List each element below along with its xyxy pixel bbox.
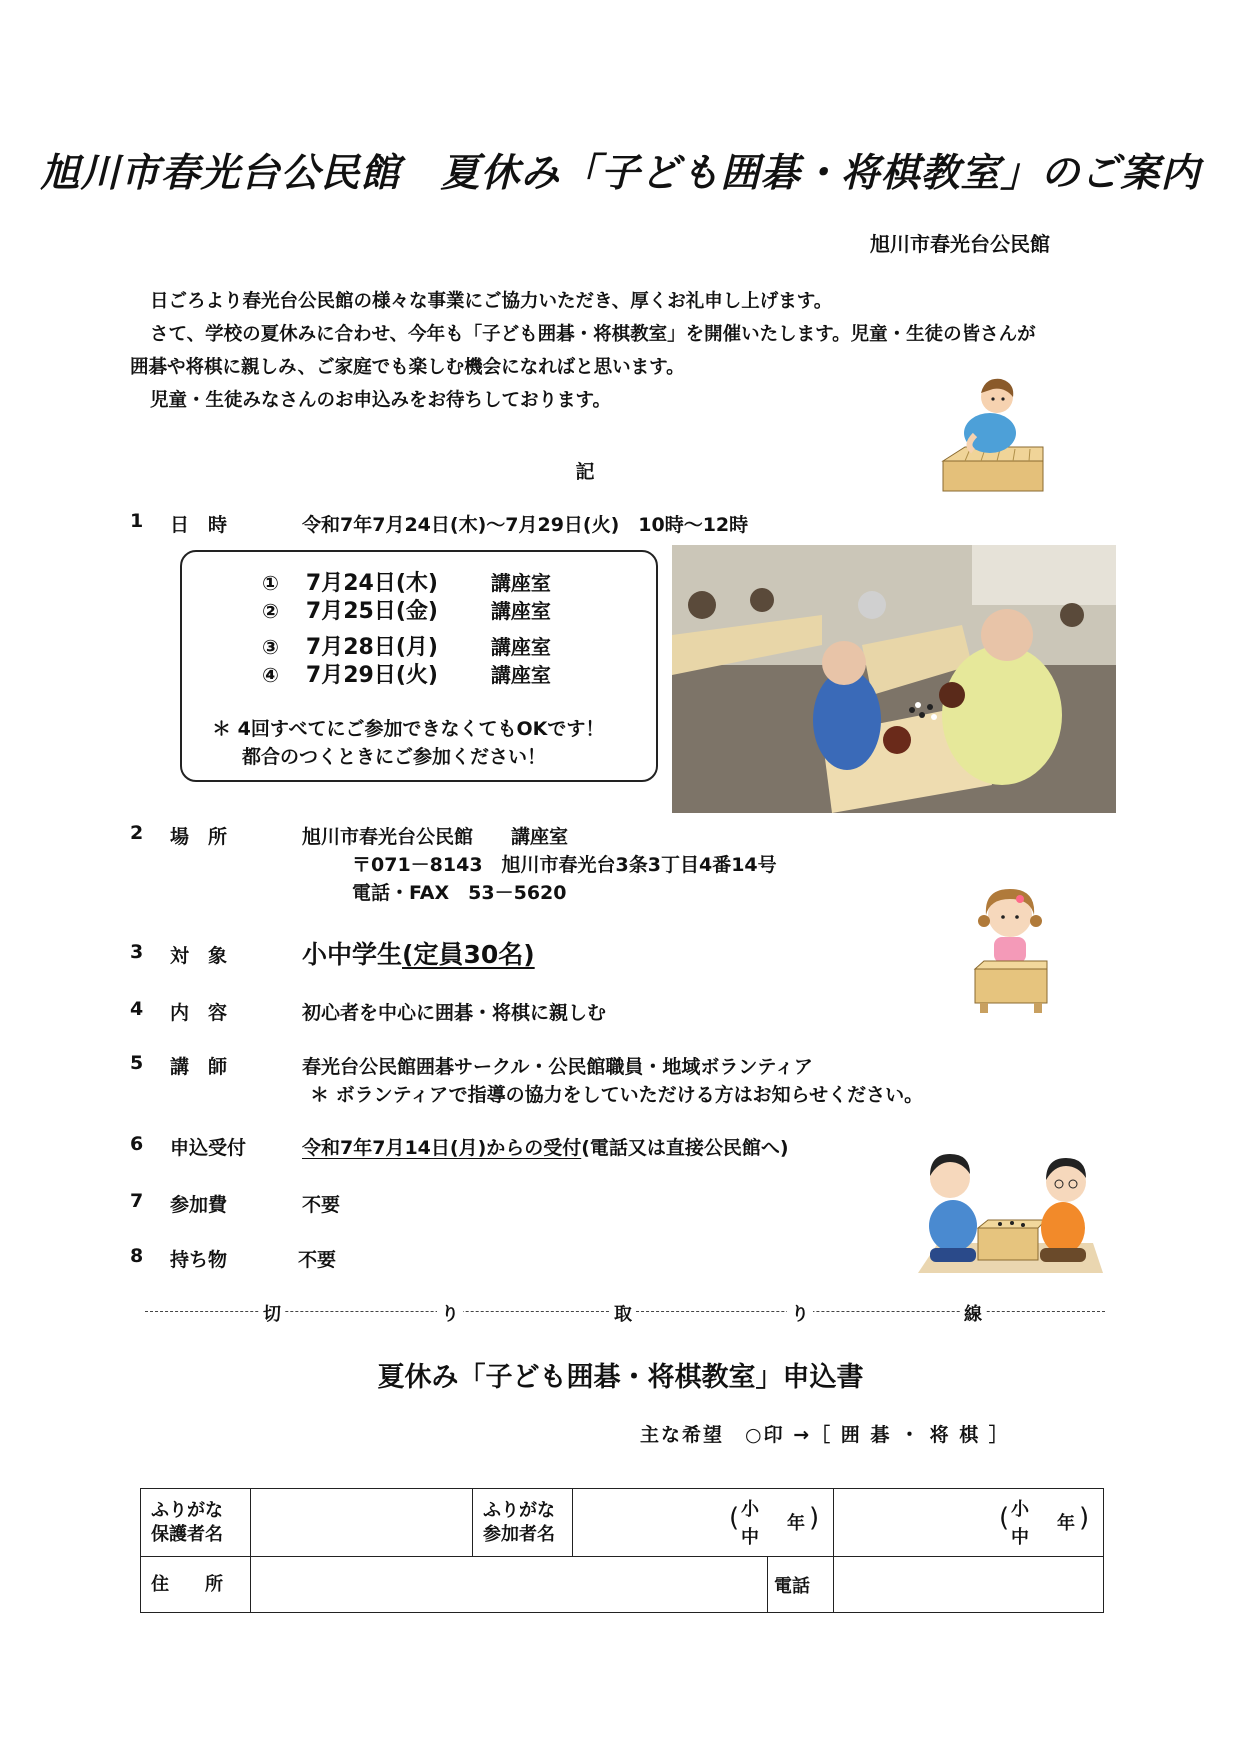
phone-label: 電話 <box>768 1557 834 1613</box>
grade-selector[interactable] <box>729 1495 819 1551</box>
schedule-box <box>180 550 658 782</box>
schedule-note-2: 都合のつくときにご参加ください！ <box>242 746 547 768</box>
schedule-room: 講座室 <box>490 571 551 595</box>
cut-line <box>145 1300 1105 1324</box>
item-number: 2 <box>130 822 144 844</box>
preference-selector[interactable]: 主な希望 ○印 →［ 囲 碁 ・ 将 棋 ］ <box>640 1424 1010 1446</box>
schedule-row <box>262 630 551 661</box>
organization-name: 旭川市春光台公民館 <box>870 232 1050 256</box>
furigana-label: ふりがな <box>151 1499 223 1521</box>
cut-line-char: 取 <box>610 1300 636 1326</box>
application-form-table <box>140 1488 1104 1613</box>
cut-line-char: 切 <box>259 1300 285 1326</box>
grade-junior-high: 中 <box>741 1527 759 1548</box>
schedule-date: 7月25日(金) <box>305 599 438 624</box>
intro-line-2: さて、学校の夏休みに合わせ、今年も「子ども囲碁・将棋教室」を開催いたします。児童・生徒の皆さんが <box>150 324 1036 345</box>
intro-line-1: 日ごろより春光台公民館の様々な事業にご協力いただき、厚くお礼申し上げます。 <box>150 291 833 312</box>
grade-elementary: 小 <box>741 1499 759 1520</box>
item-label: 講 師 <box>170 1056 228 1078</box>
item-number: 5 <box>130 1052 144 1074</box>
page-title: 旭川市春光台公民館 夏休み「子ども囲碁・将棋教室」のご案内 <box>40 151 1201 196</box>
cut-line-char: り <box>437 1300 463 1326</box>
schedule-room: 講座室 <box>490 663 551 687</box>
item-value <box>302 1133 789 1160</box>
cut-line-char: り <box>787 1300 813 1326</box>
schedule-row <box>262 594 551 625</box>
grade-selector[interactable] <box>999 1495 1089 1551</box>
phone-field[interactable] <box>834 1557 1104 1613</box>
participant-1-field[interactable] <box>573 1489 834 1557</box>
item-label: 申込受付 <box>170 1137 247 1159</box>
form-title: 夏休み「子ども囲碁・将棋教室」申込書 <box>377 1362 864 1393</box>
item-value: 不要 <box>298 1249 337 1271</box>
item-value: 令和7年7月24日(木)～7月29日(火) 10時～12時 <box>302 514 749 536</box>
instructor-note: ＊ ボランティアで指導の協力をしていただける方はお知らせください。 <box>310 1084 924 1106</box>
schedule-date: 7月24日(木) <box>305 571 438 596</box>
schedule-date: 7月28日(月) <box>305 635 438 660</box>
cut-line-char: 線 <box>960 1300 986 1326</box>
target-value: 小中学生 <box>302 940 403 969</box>
item-label: 内 容 <box>170 1002 228 1024</box>
item-value: 不要 <box>302 1194 341 1216</box>
guardian-name-field[interactable] <box>251 1489 473 1557</box>
item-label: 場 所 <box>170 826 228 848</box>
guardian-name-label: 保護者名 <box>151 1523 223 1545</box>
place-phone: 電話・FAX 53－5620 <box>352 882 567 904</box>
paren-open: ( <box>999 1503 1010 1533</box>
participant-label-cell <box>473 1489 573 1557</box>
target-capacity: (定員30名) <box>402 940 535 969</box>
schedule-row <box>262 566 551 597</box>
item-value: 旭川市春光台公民館 講座室 <box>302 826 569 848</box>
address-field[interactable] <box>251 1557 768 1613</box>
item-value: 初心者を中心に囲碁・将棋に親しむ <box>302 1002 607 1024</box>
item-number: 8 <box>130 1245 144 1267</box>
schedule-room: 講座室 <box>490 599 551 623</box>
ki-heading: 記 <box>575 461 595 483</box>
intro-line-3: 囲碁や将棋に親しみ、ご家庭でも楽しむ機会になればと思います。 <box>130 357 685 378</box>
item-label: 対 象 <box>170 945 228 967</box>
paren-close: ) <box>1079 1503 1090 1533</box>
participant-name-label: 参加者名 <box>483 1523 555 1545</box>
paren-open: ( <box>729 1503 740 1533</box>
kids-go-illustration <box>908 1148 1108 1278</box>
item-number: 3 <box>130 941 144 963</box>
item-label: 参加費 <box>170 1194 228 1216</box>
item-label: 持ち物 <box>170 1249 228 1271</box>
schedule-room: 講座室 <box>490 635 551 659</box>
guardian-label-cell <box>141 1489 251 1557</box>
boy-shogi-illustration <box>935 375 1050 505</box>
schedule-mark: ① <box>262 571 279 595</box>
paren-close: ) <box>809 1503 820 1533</box>
schedule-row <box>262 658 551 689</box>
address-label: 住 所 <box>141 1557 251 1613</box>
item-number: 1 <box>130 510 144 532</box>
schedule-mark: ③ <box>262 635 279 659</box>
place-address: 〒071－8143 旭川市春光台3条3丁目4番14号 <box>352 854 777 876</box>
application-date: 令和7年7月14日(月)からの受付 <box>302 1137 582 1159</box>
item-number: 7 <box>130 1190 144 1212</box>
intro-line-4: 児童・生徒みなさんのお申込みをお待ちしております。 <box>150 390 612 411</box>
grade-year: 年 <box>787 1513 805 1534</box>
schedule-date: 7月29日(火) <box>305 663 438 688</box>
item-value <box>302 935 535 971</box>
item-value: 春光台公民館囲碁サークル・公民館職員・地域ボランティア <box>302 1056 813 1078</box>
schedule-mark: ④ <box>262 663 279 687</box>
item-label: 日 時 <box>170 514 228 536</box>
item-number: 6 <box>130 1133 144 1155</box>
girl-shogi-illustration <box>970 885 1050 1017</box>
classroom-photo <box>672 545 1116 813</box>
grade-elementary: 小 <box>1011 1499 1029 1520</box>
item-number: 4 <box>130 998 144 1020</box>
schedule-mark: ② <box>262 599 279 623</box>
grade-junior-high: 中 <box>1011 1527 1029 1548</box>
grade-year: 年 <box>1057 1513 1075 1534</box>
participant-2-field[interactable] <box>834 1489 1104 1557</box>
furigana-label: ふりがな <box>483 1499 555 1521</box>
application-method: (電話又は直接公民館へ) <box>581 1137 789 1159</box>
schedule-note-1: ＊ 4回すべてにご参加できなくてもOKです！ <box>212 718 605 740</box>
